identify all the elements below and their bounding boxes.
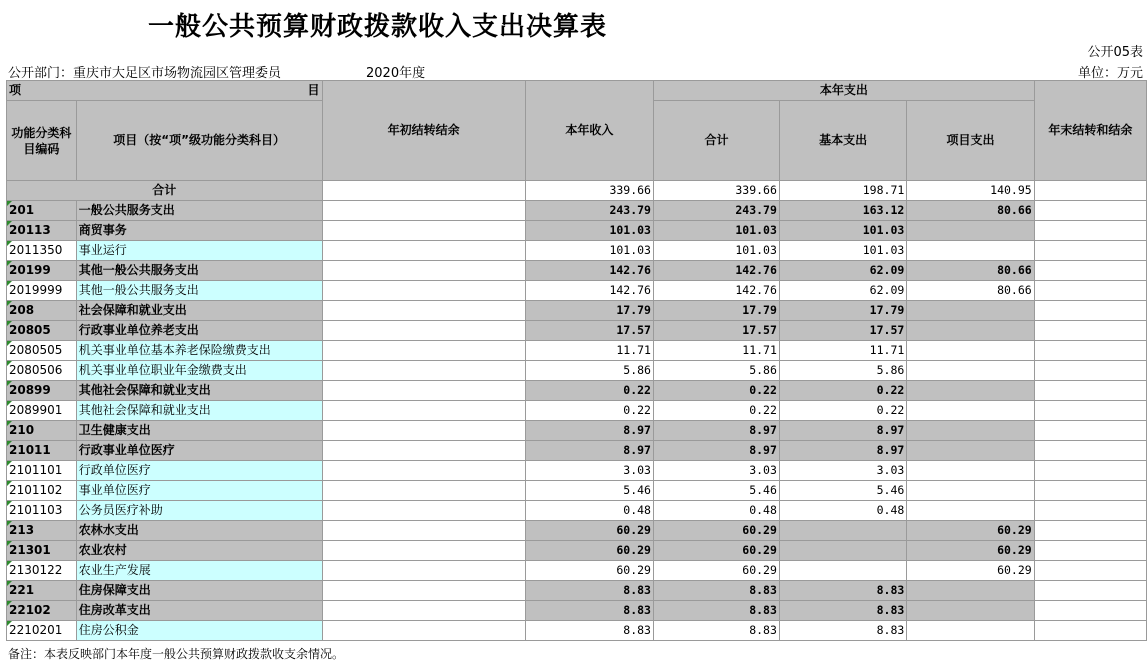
row-income[interactable]: 8.83	[525, 601, 653, 621]
header-income[interactable]: 本年收入	[525, 81, 653, 181]
table-row	[7, 401, 1147, 421]
row-end[interactable]	[1034, 321, 1146, 341]
row-begin[interactable]	[322, 341, 525, 361]
row-end[interactable]	[1034, 441, 1146, 461]
row-code[interactable]: 20899	[7, 381, 77, 401]
row-income[interactable]: 8.97	[525, 421, 653, 441]
row-end[interactable]	[1034, 301, 1146, 321]
row-begin[interactable]	[322, 281, 525, 301]
row-income[interactable]: 8.83	[525, 581, 653, 601]
row-project[interactable]: 60.29	[907, 541, 1034, 561]
table-row	[7, 241, 1147, 261]
row-basic[interactable]: 5.86	[779, 361, 906, 381]
form-number: 公开05表	[1087, 45, 1143, 60]
row-end[interactable]	[1034, 601, 1146, 621]
row-income[interactable]: 0.22	[525, 401, 653, 421]
row-end[interactable]	[1034, 521, 1146, 541]
row-basic[interactable]: 5.46	[779, 481, 906, 501]
row-total[interactable]: 0.22	[653, 401, 779, 421]
row-end[interactable]	[1034, 361, 1146, 381]
row-code[interactable]: 208	[7, 301, 77, 321]
row-project[interactable]	[907, 381, 1034, 401]
row-code[interactable]: 2130122	[7, 561, 77, 581]
row-total[interactable]: 8.97	[653, 441, 779, 461]
budget-table	[6, 80, 1147, 641]
table-row	[7, 281, 1147, 301]
row-basic[interactable]: 8.97	[779, 441, 906, 461]
row-code[interactable]: 213	[7, 521, 77, 541]
row-project[interactable]	[907, 241, 1034, 261]
row-begin[interactable]	[322, 401, 525, 421]
total-label[interactable]: 合计	[7, 181, 323, 201]
row-code[interactable]: 2080505	[7, 341, 77, 361]
table-row	[7, 461, 1147, 481]
row-basic[interactable]: 0.22	[779, 401, 906, 421]
total-total[interactable]: 339.66	[653, 181, 779, 201]
row-end[interactable]	[1034, 501, 1146, 521]
row-name[interactable]: 机关事业单位职业年金缴费支出	[76, 361, 322, 381]
row-income[interactable]: 0.22	[525, 381, 653, 401]
row-name[interactable]: 其他社会保障和就业支出	[76, 401, 322, 421]
row-basic[interactable]: 163.12	[779, 201, 906, 221]
row-name[interactable]: 住房保障支出	[76, 581, 322, 601]
header-row-1	[7, 81, 1147, 101]
total-row	[7, 181, 1147, 201]
row-project[interactable]	[907, 601, 1034, 621]
table-row	[7, 521, 1147, 541]
row-basic[interactable]: 17.79	[779, 301, 906, 321]
row-income[interactable]: 60.29	[525, 541, 653, 561]
row-project[interactable]	[907, 221, 1034, 241]
row-begin[interactable]	[322, 581, 525, 601]
total-income[interactable]: 339.66	[525, 181, 653, 201]
row-basic[interactable]: 0.48	[779, 501, 906, 521]
row-begin[interactable]	[322, 541, 525, 561]
department-label: 公开部门：重庆市大足区市场物流园区管理委员	[8, 66, 282, 81]
row-begin[interactable]	[322, 241, 525, 261]
row-name[interactable]: 一般公共服务支出	[76, 201, 322, 221]
row-basic[interactable]	[779, 521, 906, 541]
row-name[interactable]: 卫生健康支出	[76, 421, 322, 441]
row-project[interactable]	[907, 301, 1034, 321]
row-code[interactable]: 20199	[7, 261, 77, 281]
row-code[interactable]: 2089901	[7, 401, 77, 421]
row-total[interactable]: 60.29	[653, 541, 779, 561]
row-project[interactable]	[907, 501, 1034, 521]
row-name[interactable]: 行政事业单位养老支出	[76, 321, 322, 341]
row-begin[interactable]	[322, 521, 525, 541]
row-begin[interactable]	[322, 221, 525, 241]
row-name[interactable]: 事业单位医疗	[76, 481, 322, 501]
row-income[interactable]: 5.86	[525, 361, 653, 381]
row-total[interactable]: 101.03	[653, 241, 779, 261]
row-total[interactable]: 8.83	[653, 601, 779, 621]
table-row	[7, 321, 1147, 341]
row-end[interactable]	[1034, 241, 1146, 261]
row-income[interactable]: 101.03	[525, 241, 653, 261]
row-begin[interactable]	[322, 481, 525, 501]
total-project[interactable]: 140.95	[907, 181, 1034, 201]
table-row	[7, 381, 1147, 401]
row-begin[interactable]	[322, 601, 525, 621]
row-total[interactable]: 17.57	[653, 321, 779, 341]
row-code[interactable]: 20113	[7, 221, 77, 241]
row-begin[interactable]	[322, 441, 525, 461]
header-item-corner[interactable]	[7, 81, 323, 101]
row-begin[interactable]	[322, 301, 525, 321]
header-code[interactable]: 功能分类科目编码	[7, 101, 77, 181]
row-end[interactable]	[1034, 541, 1146, 561]
table-row	[7, 441, 1147, 461]
row-total[interactable]: 8.83	[653, 581, 779, 601]
row-basic[interactable]: 8.83	[779, 601, 906, 621]
row-code[interactable]: 210	[7, 421, 77, 441]
table-row	[7, 261, 1147, 281]
row-code[interactable]: 2210201	[7, 621, 77, 641]
row-total[interactable]: 101.03	[653, 221, 779, 241]
row-income[interactable]: 5.46	[525, 481, 653, 501]
row-code[interactable]: 2080506	[7, 361, 77, 381]
row-begin[interactable]	[322, 381, 525, 401]
row-project[interactable]	[907, 401, 1034, 421]
row-end[interactable]	[1034, 401, 1146, 421]
row-total[interactable]: 142.76	[653, 281, 779, 301]
row-begin[interactable]	[322, 461, 525, 481]
row-begin[interactable]	[322, 361, 525, 381]
row-code[interactable]: 2101101	[7, 461, 77, 481]
row-code[interactable]: 2011350	[7, 241, 77, 261]
row-name[interactable]: 其他社会保障和就业支出	[76, 381, 322, 401]
table-row	[7, 221, 1147, 241]
header-item-right: 目	[307, 83, 320, 97]
row-name[interactable]: 住房改革支出	[76, 601, 322, 621]
row-project[interactable]	[907, 341, 1034, 361]
row-name[interactable]: 其他一般公共服务支出	[76, 261, 322, 281]
unit-label: 单位：万元	[1077, 66, 1143, 81]
row-code[interactable]: 2101102	[7, 481, 77, 501]
row-end[interactable]	[1034, 421, 1146, 441]
table-row	[7, 341, 1147, 361]
table-row	[7, 601, 1147, 621]
header-basic[interactable]: 基本支出	[779, 101, 906, 181]
row-begin[interactable]	[322, 561, 525, 581]
row-income[interactable]: 17.79	[525, 301, 653, 321]
row-end[interactable]	[1034, 381, 1146, 401]
row-code[interactable]: 21301	[7, 541, 77, 561]
row-income[interactable]: 101.03	[525, 221, 653, 241]
row-project[interactable]	[907, 581, 1034, 601]
row-total[interactable]: 3.03	[653, 461, 779, 481]
row-begin[interactable]	[322, 261, 525, 281]
table-row	[7, 421, 1147, 441]
row-project[interactable]: 80.66	[907, 281, 1034, 301]
row-project[interactable]	[907, 421, 1034, 441]
header-project[interactable]: 项目支出	[907, 101, 1034, 181]
row-income[interactable]: 60.29	[525, 561, 653, 581]
table-row	[7, 301, 1147, 321]
row-basic[interactable]: 62.09	[779, 281, 906, 301]
row-project[interactable]: 60.29	[907, 561, 1034, 581]
row-begin[interactable]	[322, 501, 525, 521]
row-total[interactable]: 60.29	[653, 521, 779, 541]
row-basic[interactable]: 101.03	[779, 241, 906, 261]
row-total[interactable]: 243.79	[653, 201, 779, 221]
row-basic[interactable]: 101.03	[779, 221, 906, 241]
header-end-balance[interactable]: 年末结转和结余	[1034, 81, 1146, 181]
row-name[interactable]: 农林水支出	[76, 521, 322, 541]
row-income[interactable]: 8.97	[525, 441, 653, 461]
row-end[interactable]	[1034, 261, 1146, 281]
table-row	[7, 501, 1147, 521]
row-name[interactable]: 社会保障和就业支出	[76, 301, 322, 321]
total-begin[interactable]	[322, 181, 525, 201]
row-end[interactable]	[1034, 341, 1146, 361]
row-end[interactable]	[1034, 561, 1146, 581]
row-project[interactable]: 80.66	[907, 261, 1034, 281]
row-project[interactable]	[907, 481, 1034, 501]
header-begin-balance[interactable]: 年初结转结余	[322, 81, 525, 181]
row-income[interactable]: 11.71	[525, 341, 653, 361]
row-name[interactable]: 公务员医疗补助	[76, 501, 322, 521]
row-project[interactable]	[907, 361, 1034, 381]
row-total[interactable]: 17.79	[653, 301, 779, 321]
row-code[interactable]: 22102	[7, 601, 77, 621]
header-item-left: 项	[9, 83, 22, 97]
table-row	[7, 201, 1147, 221]
row-income[interactable]: 243.79	[525, 201, 653, 221]
row-total[interactable]: 11.71	[653, 341, 779, 361]
row-project[interactable]	[907, 461, 1034, 481]
row-total[interactable]: 8.83	[653, 621, 779, 641]
row-basic[interactable]: 8.83	[779, 581, 906, 601]
row-income[interactable]: 17.57	[525, 321, 653, 341]
row-end[interactable]	[1034, 481, 1146, 501]
row-code[interactable]: 21011	[7, 441, 77, 461]
row-basic[interactable]: 3.03	[779, 461, 906, 481]
table-row	[7, 481, 1147, 501]
row-begin[interactable]	[322, 421, 525, 441]
total-basic[interactable]: 198.71	[779, 181, 906, 201]
row-income[interactable]: 8.83	[525, 621, 653, 641]
row-name[interactable]: 行政事业单位医疗	[76, 441, 322, 461]
row-name[interactable]: 事业运行	[76, 241, 322, 261]
year-label: 2020年度	[366, 66, 426, 81]
row-end[interactable]	[1034, 621, 1146, 641]
row-code[interactable]: 221	[7, 581, 77, 601]
row-begin[interactable]	[322, 621, 525, 641]
row-end[interactable]	[1034, 461, 1146, 481]
row-name[interactable]: 住房公积金	[76, 621, 322, 641]
row-project[interactable]	[907, 321, 1034, 341]
row-name[interactable]: 其他一般公共服务支出	[76, 281, 322, 301]
row-name[interactable]: 农业农村	[76, 541, 322, 561]
footnote: 备注：本表反映部门本年度一般公共预算财政拨款收支余情况。	[8, 647, 345, 661]
row-basic[interactable]: 62.09	[779, 261, 906, 281]
total-end[interactable]	[1034, 181, 1146, 201]
row-end[interactable]	[1034, 581, 1146, 601]
row-code[interactable]: 2101103	[7, 501, 77, 521]
row-name[interactable]: 农业生产发展	[76, 561, 322, 581]
header-total[interactable]: 合计	[653, 101, 779, 181]
row-end[interactable]	[1034, 201, 1146, 221]
row-name[interactable]: 行政单位医疗	[76, 461, 322, 481]
table-row	[7, 561, 1147, 581]
row-total[interactable]: 0.22	[653, 381, 779, 401]
row-income[interactable]: 3.03	[525, 461, 653, 481]
row-code[interactable]: 20805	[7, 321, 77, 341]
row-total[interactable]: 142.76	[653, 261, 779, 281]
row-begin[interactable]	[322, 201, 525, 221]
row-end[interactable]	[1034, 221, 1146, 241]
row-income[interactable]: 60.29	[525, 521, 653, 541]
header-name[interactable]: 项目（按“项”级功能分类科目）	[76, 101, 322, 181]
row-basic[interactable]: 11.71	[779, 341, 906, 361]
row-total[interactable]: 0.48	[653, 501, 779, 521]
row-project[interactable]	[907, 621, 1034, 641]
table-row	[7, 541, 1147, 561]
row-code[interactable]: 2019999	[7, 281, 77, 301]
row-income[interactable]: 0.48	[525, 501, 653, 521]
table-row	[7, 361, 1147, 381]
row-basic[interactable]: 8.97	[779, 421, 906, 441]
row-project[interactable]: 80.66	[907, 201, 1034, 221]
row-total[interactable]: 5.46	[653, 481, 779, 501]
table-row	[7, 581, 1147, 601]
row-name[interactable]: 商贸事务	[76, 221, 322, 241]
row-basic[interactable]: 0.22	[779, 381, 906, 401]
row-basic[interactable]	[779, 541, 906, 561]
row-total[interactable]: 60.29	[653, 561, 779, 581]
header-expense-group[interactable]: 本年支出	[653, 81, 1034, 101]
table-row	[7, 621, 1147, 641]
row-basic[interactable]	[779, 561, 906, 581]
row-end[interactable]	[1034, 281, 1146, 301]
row-begin[interactable]	[322, 321, 525, 341]
row-project[interactable]	[907, 441, 1034, 461]
row-code[interactable]: 201	[7, 201, 77, 221]
row-basic[interactable]: 17.57	[779, 321, 906, 341]
row-income[interactable]: 142.76	[525, 261, 653, 281]
row-project[interactable]: 60.29	[907, 521, 1034, 541]
data-rows	[7, 201, 1147, 641]
row-total[interactable]: 8.97	[653, 421, 779, 441]
row-name[interactable]: 机关事业单位基本养老保险缴费支出	[76, 341, 322, 361]
row-total[interactable]: 5.86	[653, 361, 779, 381]
page-title: 一般公共预算财政拨款收入支出决算表	[148, 12, 608, 42]
row-income[interactable]: 142.76	[525, 281, 653, 301]
row-basic[interactable]: 8.83	[779, 621, 906, 641]
